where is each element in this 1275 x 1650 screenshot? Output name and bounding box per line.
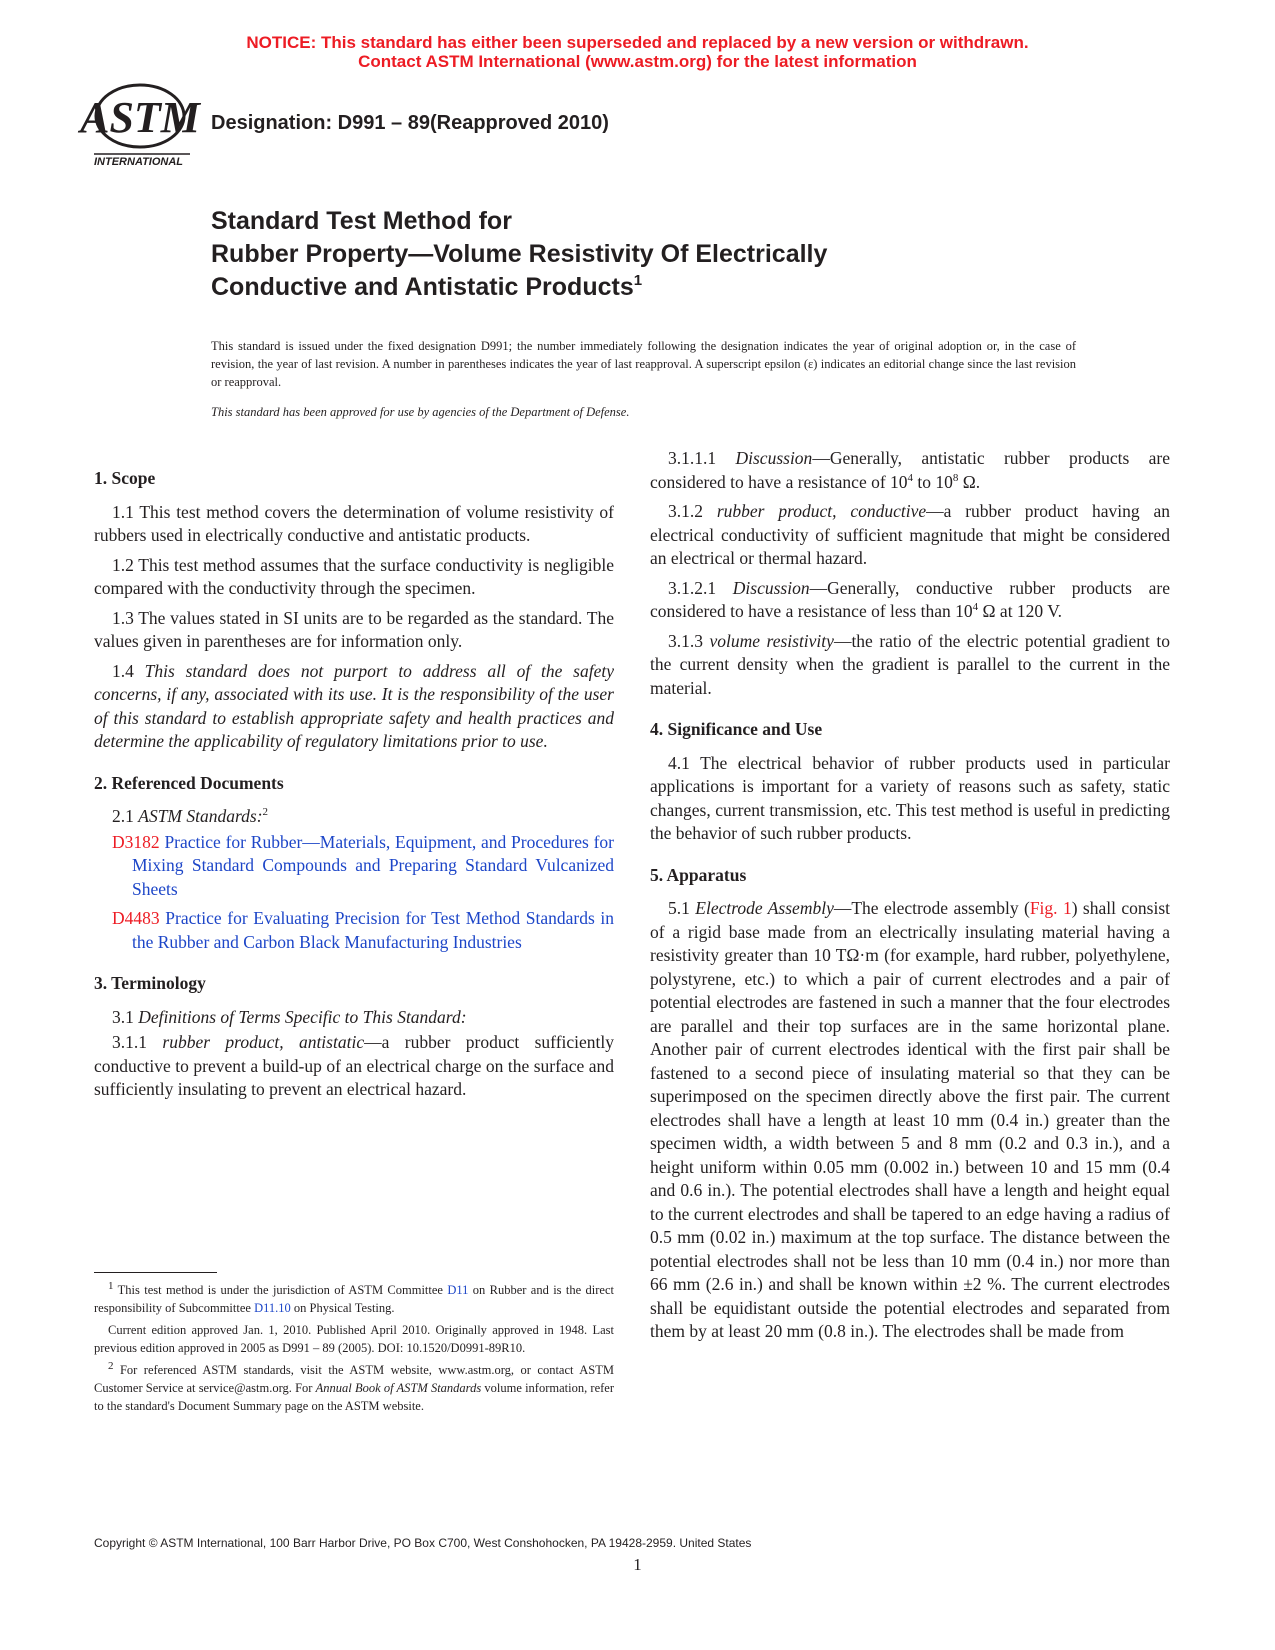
footnote-1: $^1$ This test method is under the jurisdiction of ASTM Committee D11 on Rubber and is the direct responsibility of Subcommittee D11.10 on Physical Testing. xyxy=(94,1279,614,1315)
title-line-3: Conductive and Antistatic Products$^1$ xyxy=(211,272,643,301)
paragraph-3-1-1: 3.1.1 rubber product, antistatic—a rubber product sufficiently conductive to prevent a build-up of an electrical charge on the surface and sufficiently insulating to prevent an electrical hazard. xyxy=(94,1032,615,1099)
committee-d11-link[interactable]: D11 xyxy=(447,1283,469,1297)
designation: Designation: D991 – 89(Reapproved 2010) xyxy=(211,112,609,134)
paragraph-4-1: 4.1 The electrical behavior of rubber products used in particular applications is important for a variety of reasons such as safety, static changes, current transmission, etc. This test method is useful in predicting the behavior of such rubber products. xyxy=(650,752,1170,843)
notice-line-2: Contact ASTM International (www.astm.org) for the latest information xyxy=(358,52,917,71)
paragraph-1-4: 1.4 This standard does not purport to address all of the safety concerns, if any, associated with its use. It is the responsibility of the user of this standard to establish appropriate safety and health practices and determine the applicability of regulatory limitations prior to use. xyxy=(94,660,614,751)
figure-1-link[interactable]: Fig. 1 xyxy=(1029,898,1072,918)
section-heading-scope: 1. Scope xyxy=(94,468,156,488)
footnotes xyxy=(94,1281,614,1419)
paragraph-3-1-2-1: 3.1.2.1 Discussion—Generally, conductive rubber products are considered to have a resistance of less than $10^4$ Ω at 120 V. xyxy=(650,577,1171,621)
paragraph-5-1: 5.1 Electrode Assembly—The electrode assembly (Fig. 1) shall consist of a rigid base made from an electrically insulating material having a resistivity greater than 10 TΩ·m (for example, hard rubber, polyethylene, polystyrene, etc.) to which a pair of current electrodes and a pair of potential electrodes are fastened in such a manner that the four electrodes are parallel and their top surfaces are in the same horizontal plane. Another pair of current electrodes identical with the first pair shall be fastened to a second piece of insulating material so that they can be superimposed on the specimen directly above the first pair. The current electrodes shall have a length at least 10 mm (0.4 in.) greater than the specimen width, a width between 5 and 8 mm (0.2 and 0.3 in.), and a height uniform within 0.05 mm (0.002 in.) between 10 and 15 mm (0.4 and 0.6 in.). The potential electrodes shall have a length and height equal to the current electrodes and shall be tapered to an edge having a radius of 0.5 mm (0.02 in.) maximum at the top surface. The distance between the potential electrodes shall not be less than 10 mm (0.4 in.) nor more than 66 mm (2.6 in.) and shall be known within ±2 %. The current electrodes shall be equidistant outside the potential electrodes and separated from them by at least 20 mm (0.8 in.). The electrodes shall be made from xyxy=(650,898,1170,1341)
page-number: 1 xyxy=(633,1555,642,1574)
footnote-divider xyxy=(94,1272,217,1273)
astm-logo-icon xyxy=(80,80,200,172)
section-heading-terminology: 3. Terminology xyxy=(94,973,206,993)
paragraph-1-3: 1.3 The values stated in SI units are to be regarded as the standard. The values given in parentheses are for information only. xyxy=(94,607,614,651)
title-line-2: Rubber Property—Volume Resistivity Of Electrically xyxy=(211,240,828,268)
paragraph-3-1-2: 3.1.2 rubber product, conductive—a rubber product having an electrical conductivity of sufficient magnitude that might be considered an electrical or thermal hazard. xyxy=(650,501,1171,568)
title-footnote-mark: 1 xyxy=(633,272,643,289)
paragraph-1-1: 1.1 This test method covers the determination of volume resistivity of rubbers used in electrically conductive and antistatic products. xyxy=(94,501,614,545)
withdrawn-notice xyxy=(0,33,1275,71)
copyright-line: Copyright © ASTM International, 100 Barr Harbor Drive, PO Box C700, West Conshohocken, PA 19428-2959. United States xyxy=(94,1536,752,1550)
section-heading-apparatus: 5. Apparatus xyxy=(650,864,747,885)
approval-note: This standard has been approved for use by agencies of the Department of Defense. xyxy=(211,405,630,419)
section-heading-significance: 4. Significance and Use xyxy=(650,719,823,739)
right-column xyxy=(650,447,1170,1350)
notice-line-1: NOTICE: This standard has either been superseded and replaced by a new version or withdrawn. xyxy=(246,33,1029,52)
left-column xyxy=(94,467,614,1108)
paragraph-3-1: 3.1 Definitions of Terms Specific to This Standard: xyxy=(112,1006,467,1027)
paragraph-3-1-3: 3.1.3 volume resistivity—the ratio of the electric potential gradient to the current density when the gradient is parallel to the current in the material. xyxy=(650,630,1170,698)
reference-d3182[interactable]: D3182 Practice for Rubber—Materials, Equipment, and Procedures for Mixing Standard Compounds and Preparing Standard Vulcanized Sheets xyxy=(112,831,614,899)
logo-text: INTERNATIONAL xyxy=(94,156,184,168)
footnote-2: $^2$ For referenced ASTM standards, visit the ASTM website, www.astm.org, or contact ASTM Customer Service at service@astm.org. For Annual Book of ASTM Standards volume information, refer to the standard's Document Summary page on the ASTM website. xyxy=(94,1359,614,1413)
paragraph-3-1-1-1: 3.1.1.1 Discussion—Generally, antistatic rubber products are considered to have a resistance of $10^4$ to $10^8$ Ω. xyxy=(650,448,1170,492)
footnote-1-edition: Current edition approved Jan. 1, 2010. Published April 2010. Originally approved in 1948. Last previous edition approved in 2005 as D991 – 89 (2005). DOI: 10.1520/D0991-89R10. xyxy=(94,1323,614,1355)
subcommittee-d11-10-link[interactable]: D11.10 xyxy=(254,1301,291,1315)
paragraph-2-1: 2.1 ASTM Standards:$^2$ xyxy=(112,806,269,826)
paragraph-1-2: 1.2 This test method assumes that the surface conductivity is negligible compared with the conductivity through the specimen. xyxy=(94,554,614,598)
title-line-1: Standard Test Method for xyxy=(211,207,512,235)
issue-note: This standard is issued under the fixed designation D991; the number immediately following the designation indicates the year of original adoption or, in the case of revision, the year of last revision. A number in parentheses indicates the year of last reapproval. A superscript epsilon (ε) indicates an editorial change since the last revision or reapproval. xyxy=(211,339,1076,389)
svg-text:ASTM: ASTM xyxy=(80,93,200,142)
document-title xyxy=(211,205,1111,304)
reference-d4483[interactable]: D4483 Practice for Evaluating Precision for Test Method Standards in the Rubber and Carbon Black Manufacturing Industries xyxy=(112,908,615,952)
section-heading-referenced-documents: 2. Referenced Documents xyxy=(94,772,284,793)
